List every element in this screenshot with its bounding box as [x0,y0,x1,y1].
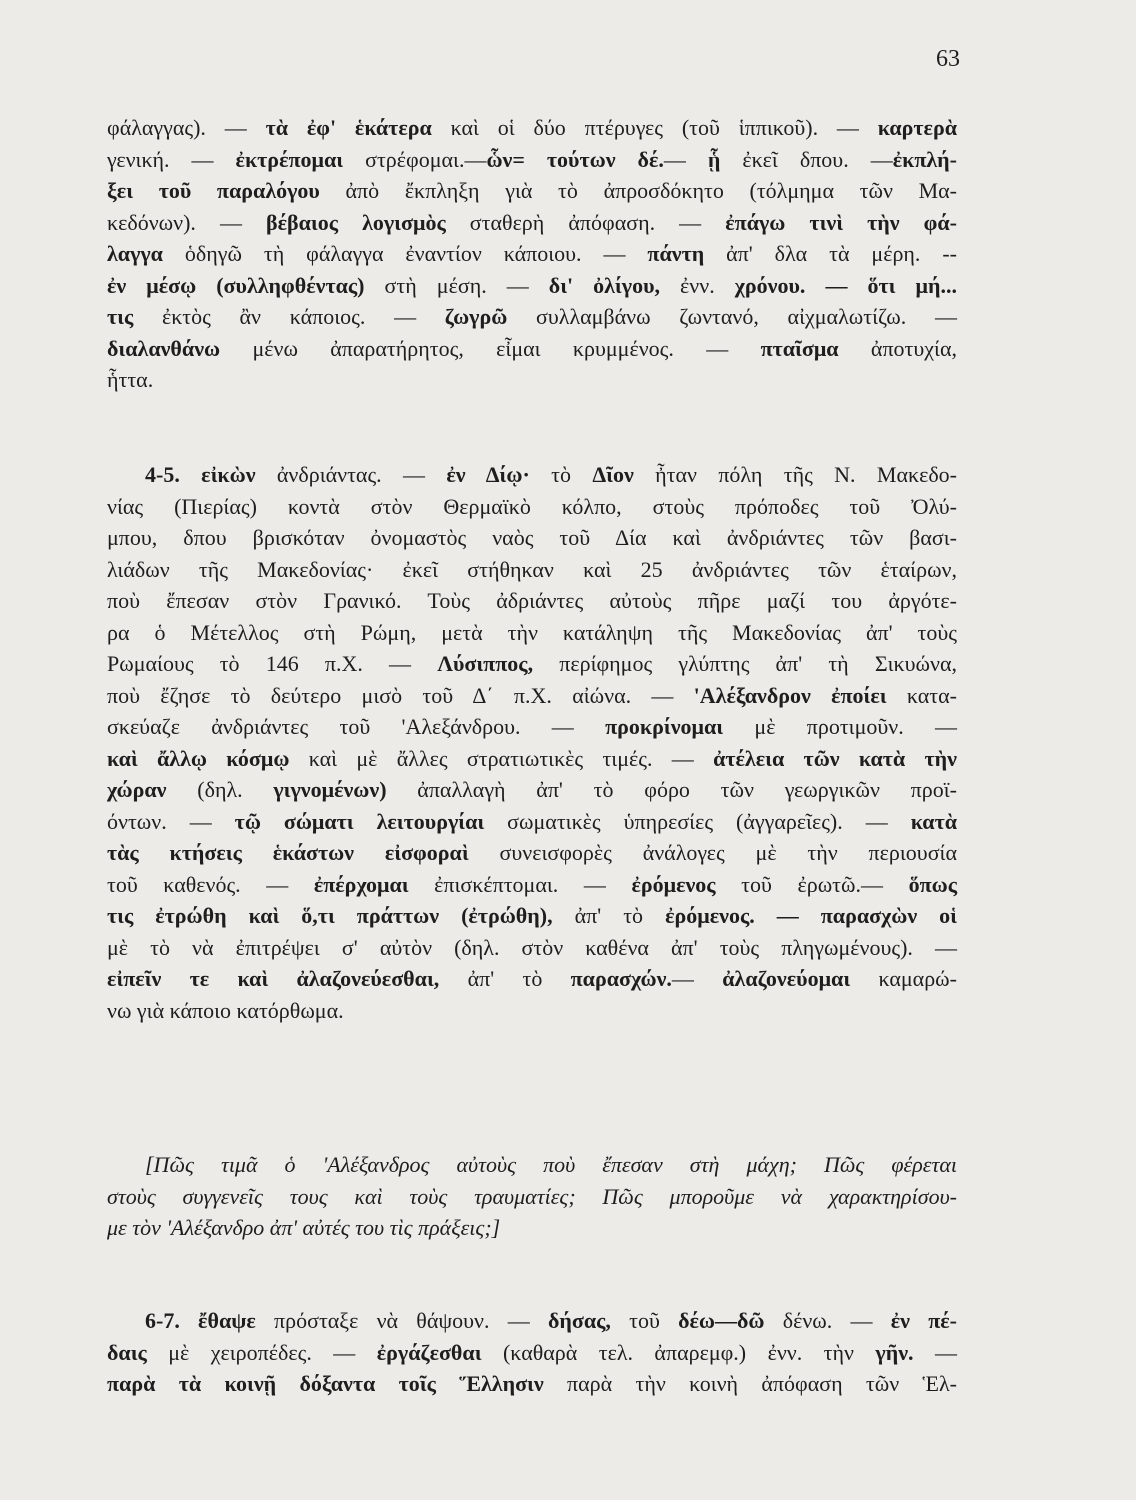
text-line [107,869,957,901]
lemma-term: λαγγα [107,241,163,266]
paragraph-1 [107,112,957,396]
text-line [107,995,957,1027]
lemma-term: γῆν. [875,1339,914,1365]
gloss-text: καὶ μὲ ἄλλες στρατιωτικὲς τιμές. — [289,745,714,771]
text-line [107,900,957,932]
lemma-term: τῷ σώματι λειτουργίαι [234,808,485,834]
text-line [107,1337,957,1369]
text-line [107,585,957,617]
gloss-text: νίας (Πιερίας) κοντὰ στὸν Θερμαϊκὸ κόλπο, στοὺς πρόποδες τοῦ Ὀλύ- [107,493,957,519]
gloss-text: μὲ χειροπέδες. — [146,1339,377,1365]
gloss-text: ποὺ ἔπεσαν στὸν Γρανικό. Τοὺς ἀδριάντες αὐτοὺς πῆρε μαζί του ἀργότε- [107,588,957,613]
text-line [107,364,957,396]
gloss-text: συλλαμβάνω ζωντανό, αἰχμαλωτίζω. — [507,304,957,329]
lemma-term: ἐρόμενος [631,871,716,897]
page-number: 63 [936,46,960,72]
gloss-text: γενική. — [107,146,236,172]
text-line [107,1368,957,1400]
gloss-text: ἦταν πόλη τῆς Ν. Μακεδο- [633,462,958,487]
lemma-term: ἐν μέσῳ (συλληφθέντας) [107,272,365,298]
gloss-text: όντων. — [107,808,235,834]
lemma-term: ἐργάζεσθαι [376,1339,482,1365]
lemma-term: ἐν Δίῳ· [446,462,530,487]
gloss-text: Ρωμαίους τὸ 146 π.Χ. — [107,651,438,676]
gloss-text: ἐκτὸς ἂν κάποιος. — [133,304,445,329]
text-line [107,554,957,586]
lemma-term: ἐκτρέπομαι [235,146,344,172]
text-line [107,333,957,365]
gloss-text: ἀπὸ ἔκπληξη γιὰ τὸ ἀπροσδόκητο (τόλμημα τῶν Μα- [319,178,957,203]
gloss-text: καμαρώ- [850,966,957,991]
gloss-text: τοῦ [610,1308,679,1333]
lemma-term: ἐν πέ- [890,1308,957,1333]
text-line [107,932,957,964]
lemma-term: τὰ ἐφ' ἑκάτερα [265,115,432,140]
lemma-term: διαλανθάνω [107,335,221,361]
gloss-text: πρόσταξε νὰ θάψουν. — [255,1308,548,1333]
gloss-text: ἀπ' δλα τὰ μέρη. -- [704,241,957,266]
lemma-term: ἐρόμενος. — παρασχὼν οἱ [665,903,957,928]
lemma-term: κατὰ [910,808,957,834]
lemma-term: 4-5. εἰκὼν [145,462,256,487]
lemma-term: ὧν= τούτων δέ. [486,146,664,172]
gloss-text: σκεύαζε ἀνδριάντες τοῦ 'Αλεξάνδρου. — [107,714,606,739]
text-line [107,963,957,995]
lemma-term: πάντη [647,241,705,266]
gloss-text: (καθαρὰ τελ. ἀπαρεμφ.) ἐνν. τὴν [481,1339,876,1365]
gloss-text: λιάδων τῆς Μακεδονίας· ἐκεῖ στήθηκαν καὶ 25 ἀνδριάντες τῶν ἑταίρων, [107,556,957,582]
gloss-text: ἀπαλλαγὴ ἀπ' τὸ φόρο τῶν γεωργικῶν προϊ- [386,777,957,802]
lemma-term: πταῖσμα [760,335,839,361]
lemma-term: ἀλαζονεύομαι [722,966,851,991]
text-line [107,175,957,207]
text-line [107,711,957,743]
gloss-text: ἐκεῖ δπου. — [720,146,893,172]
lemma-term: δέω—δῶ [678,1308,765,1333]
text-line [107,774,957,806]
gloss-text: καὶ οἱ δύο πτέρυγες (τοῦ ἱππικοῦ). — [431,115,878,140]
lemma-term: δήσας, [547,1308,611,1333]
gloss-text: κεδόνων). — [107,209,267,235]
lemma-term: ἐπέρχομαι [313,871,409,897]
text-line [107,144,957,176]
lemma-term: Λύσιππος, [437,651,534,676]
gloss-text: — [913,1339,957,1365]
lemma-term: ᾗ [707,146,721,172]
lemma-term: ἐκπλή- [892,146,957,172]
gloss-text: ἀποτυχία, [838,335,958,361]
lemma-term: βέβαιος λογισμὸς [266,209,446,235]
lemma-term: τις [107,304,134,329]
text-line [107,112,957,144]
paragraph-4-5 [107,459,957,1026]
lemma-term: ζωγρῶ [444,304,508,329]
text-line [107,743,957,775]
gloss-text: (δηλ. [166,777,274,802]
text-line [107,238,957,270]
gloss-text: τὸ [529,462,593,487]
gloss-text: παρὰ τὴν κοινὴ ἀπόφαση τῶν Ἑλ- [543,1371,957,1396]
text-line [107,491,957,523]
text-line [107,648,957,680]
lemma-term: 'Αλέξανδρον ἐποίει [693,682,887,708]
gloss-text: στρέφομαι.— [343,146,487,172]
gloss-text: φάλαγγας). — [107,115,266,140]
lemma-term: καρτερὰ [877,115,957,140]
lemma-term: δι' ὀλίγου, [548,272,661,298]
gloss-text: ὁδηγῶ τὴ φάλαγγα ἐναντίον κάποιου. — [162,241,648,266]
text-line [107,837,957,869]
study-questions [107,1149,957,1244]
gloss-text: [Πῶς τιμᾶ ὁ 'Αλέξανδρος αὐτοὺς ποὺ ἔπεσαν στὴ μάχη; Πῶς φέρεται [145,1152,957,1177]
lemma-term: εἰπεῖν τε καὶ ἀλαζονεύεσθαι, [107,966,440,991]
text-line [107,680,957,712]
text-line [107,522,957,554]
text-line [107,1149,957,1181]
text-line [107,301,957,333]
lemma-term: δαις [107,1339,147,1365]
gloss-text: ἀπ' τὸ [439,966,571,991]
lemma-term: Δῖον [592,462,634,487]
gloss-text: μένω ἀπαρατήρητος, εἶμαι κρυμμένος. — [220,335,761,361]
gloss-text: συνεισφορὲς ἀνάλογες μὲ τὴν περιουσία [468,840,957,865]
gloss-text: ἐνν. [660,272,735,298]
lemma-term: ἀτέλεια τῶν κατὰ τὴν [713,745,957,771]
lemma-term: καὶ ἄλλῳ κόσμῳ [107,745,290,771]
gloss-text: μὲ προτιμοῦν. — [723,714,957,739]
gloss-text: ποὺ ἔζησε τὸ δεύτερο μισὸ τοῦ Δ΄ π.Χ. αἰώνα. — [107,682,694,708]
lemma-term: 6-7. ἔθαψε [145,1308,256,1333]
lemma-term: ξει τοῦ παραλόγου [107,178,320,203]
gloss-text: ἧττα. [107,367,154,392]
gloss-text: ἀνδριάντας. — [255,462,447,487]
gloss-text: σωματικὲς ὑπηρεσίες (ἀγγαρεῖες). — [484,808,911,834]
gloss-text: δένω. — [764,1308,891,1333]
lemma-term: γιγνομένων) [273,777,387,802]
gloss-text: κατα- [886,682,957,708]
lemma-term: χρόνου. — ὅτι μή... [734,272,957,298]
gloss-text: στοὺς συγγενεῖς τους καὶ τοὺς τραυματίες; Πῶς μποροῦμε νὰ χαρακτηρίσου- [107,1183,957,1209]
gloss-text: τοῦ καθενός. — [107,871,314,897]
lemma-term: ὅπως [908,871,957,897]
lemma-term: προκρίνομαι [605,714,724,739]
gloss-text: ἀπ' τὸ [552,903,666,928]
gloss-text: ρα ὁ Μέτελλος στὴ Ρώμη, μετὰ τὴν κατάληψη τῆς Μακεδονίας ἀπ' τοὺς [107,619,957,645]
gloss-text: μὲ τὸ νὰ ἐπιτρέψει σ' αὐτὸν (δηλ. στὸν καθένα ἀπ' τοὺς πληγωμένους). — [107,934,957,960]
gloss-text: περίφημος γλύπτης ἀπ' τὴ Σικυώνα, [533,651,957,676]
lemma-term: τις ἐτρώθη καὶ ὅ,τι πράττων (ἐτρώθη), [107,903,553,928]
paragraph-6-7 [107,1305,957,1400]
gloss-text: με τὸν 'Αλέξανδρο ἀπ' αὐτές του τὶς πράξεις;] [107,1215,501,1240]
gloss-text: — [671,966,723,991]
gloss-text: σταθερὴ ἀπόφαση. — [445,209,726,235]
gloss-text: ἐπισκέπτομαι. — [408,871,632,897]
lemma-term: τὰς κτήσεις ἑκάστων εἰσφοραὶ [107,840,469,865]
lemma-term: χώραν [107,777,167,802]
text-line [107,1212,957,1244]
text-line [107,617,957,649]
gloss-text: νω γιὰ κάποιο κατόρθωμα. [107,997,344,1023]
lemma-term: ἐπάγω τινὶ τὴν φά- [725,209,957,235]
lemma-term: παρὰ τὰ κοινῇ δόξαντα τοῖς Ἕλλησιν [107,1371,544,1396]
text-line [107,1181,957,1213]
lemma-term: παρασχών. [570,966,672,991]
gloss-text: τοῦ ἐρωτῶ.— [715,871,909,897]
gloss-text: στὴ μέση. — [364,272,549,298]
gloss-text: — [663,146,708,172]
text-line [107,270,957,302]
text-line [107,806,957,838]
gloss-text: μπου, δπου βρισκόταν ὀνομαστὸς ναὸς τοῦ Δία καὶ ἀνδριάντες τῶν βασι- [107,525,957,550]
text-line [107,1305,957,1337]
text-line [107,459,957,491]
text-line [107,207,957,239]
